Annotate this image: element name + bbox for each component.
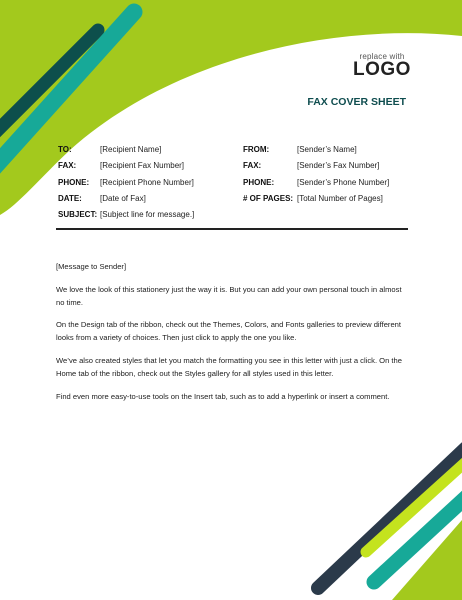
field-sender-fax (243, 161, 261, 170)
field-pages (243, 194, 293, 203)
field-from (243, 145, 269, 154)
message-paragraph: We’ve also created styles that let you match the formatting you see in this letter with just a click. On the Home tab of the ribbon, check out the Styles gallery for all styles used in this letter. (56, 355, 402, 378)
logo-caption: replace with (359, 52, 405, 61)
sender-phone-value[interactable]: [Sender’s Phone Number] (297, 178, 390, 187)
field-label: FAX: (58, 161, 77, 170)
total-pages-value[interactable]: [Total Number of Pages] (297, 194, 383, 203)
field-label: SUBJECT: (58, 210, 98, 219)
field-sender-phone (243, 178, 274, 187)
sender-name-value[interactable]: [Sender’s Name] (297, 145, 357, 154)
page-title: FAX COVER SHEET (307, 96, 406, 108)
message-paragraph: [Message to Sender] (56, 262, 127, 271)
date-value[interactable]: [Date of Fax] (100, 194, 146, 203)
message-body[interactable] (56, 261, 410, 413)
field-label: DATE: (58, 194, 82, 203)
sender-fax-value[interactable]: [Sender’s Fax Number] (297, 161, 380, 170)
field-label: PHONE: (243, 178, 275, 187)
recipient-fax-value[interactable]: [Recipient Fax Number] (100, 161, 185, 170)
field-subject (58, 210, 97, 219)
message-paragraph: We love the look of this stationery just the way it is. But you can add your own personal touch in almost no time. (56, 284, 402, 307)
divider-line (56, 228, 408, 230)
field-phone (58, 178, 89, 187)
field-label: PHONE: (58, 178, 90, 187)
logo-placeholder[interactable] (352, 52, 412, 78)
field-label: # OF PAGES: (243, 194, 294, 203)
field-label: TO: (58, 145, 72, 154)
field-label: FAX: (243, 161, 262, 170)
field-to (58, 145, 72, 154)
recipient-phone-value[interactable]: [Recipient Phone Number] (100, 178, 194, 187)
field-label: FROM: (243, 145, 270, 154)
subject-value[interactable]: [Subject line for message.] (100, 210, 195, 219)
logo-text: LOGO (353, 59, 411, 80)
recipient-name-value[interactable]: [Recipient Name] (100, 145, 162, 154)
message-paragraph: Find even more easy-to-use tools on the Insert tab, such as to add a hyperlink or insert a comment. (56, 391, 390, 401)
field-date (58, 194, 82, 203)
field-fax (58, 161, 76, 170)
message-paragraph: On the Design tab of the ribbon, check out the Themes, Colors, and Fonts galleries to preview different looks from a variety of choices. Then just click to apply the one you like. (56, 320, 402, 343)
